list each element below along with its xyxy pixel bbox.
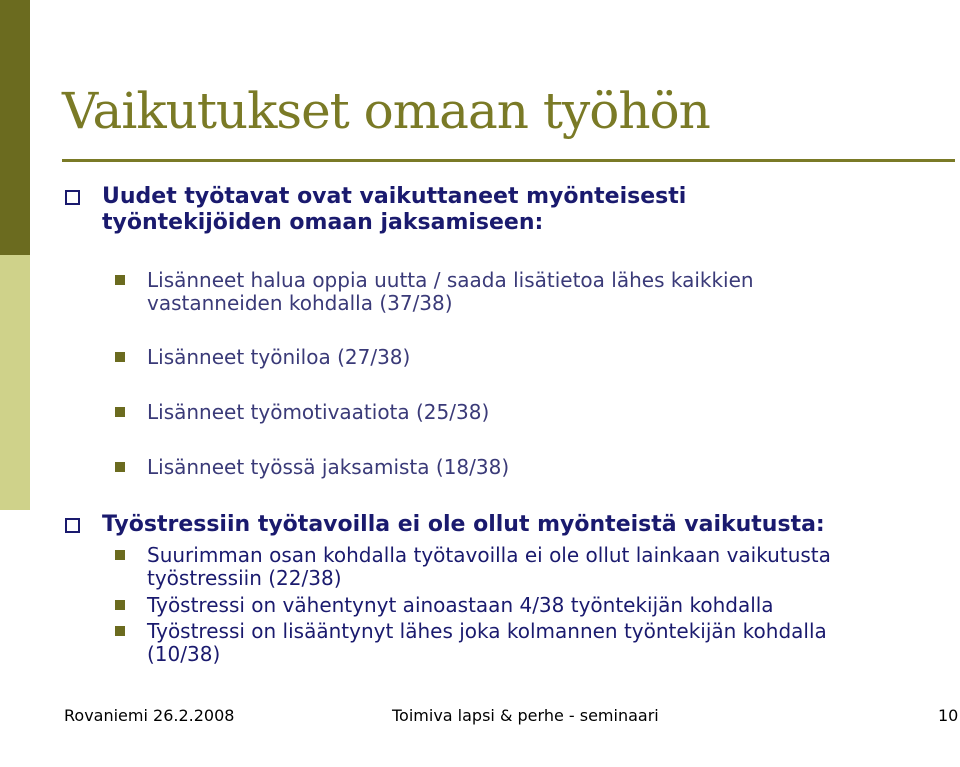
list-item-line: Suurimman osan kohdalla työtavoilla ei ole ollut lainkaan vaikutusta — [147, 543, 831, 567]
list-item — [147, 620, 827, 666]
list-item — [147, 346, 410, 369]
list-item — [147, 594, 774, 617]
square-bullet-icon — [115, 462, 125, 472]
section-heading-line: Uudet työtavat ovat vaikuttaneet myönteisesti — [102, 184, 687, 209]
list-item-line: Lisänneet työmotivaatiota (25/38) — [147, 400, 490, 424]
section-heading — [102, 184, 686, 236]
square-bullet-icon — [115, 600, 125, 610]
list-item — [147, 401, 489, 424]
list-item-line: vastanneiden kohdalla (37/38) — [147, 291, 453, 315]
title-underline — [62, 159, 955, 162]
footer-event-name: Toimiva lapsi & perhe - seminaari — [392, 706, 659, 725]
slide-title: Vaikutukset omaan työhön — [62, 82, 710, 140]
page-number: 10 — [938, 706, 959, 725]
square-bullet-icon — [115, 352, 125, 362]
list-item — [147, 269, 754, 315]
side-bar-light — [0, 255, 30, 510]
list-item-line: Työstressi on lisääntynyt lähes joka kolmannen työntekijän kohdalla — [147, 619, 827, 643]
list-item-line: työstressiin (22/38) — [147, 566, 342, 590]
list-item-line: Lisänneet työniloa (27/38) — [147, 345, 411, 369]
list-item-line: Työstressi on vähentynyt ainoastaan 4/38 työntekijän kohdalla — [147, 593, 774, 617]
hollow-square-bullet-icon — [65, 518, 80, 533]
section-heading — [102, 512, 825, 538]
list-item-line: Lisänneet työssä jaksamista (18/38) — [147, 455, 510, 479]
square-bullet-icon — [115, 407, 125, 417]
square-bullet-icon — [115, 550, 125, 560]
footer-date-location: Rovaniemi 26.2.2008 — [64, 706, 235, 725]
hollow-square-bullet-icon — [65, 190, 80, 205]
side-bar-dark — [0, 0, 30, 255]
list-item — [147, 544, 831, 590]
square-bullet-icon — [115, 275, 125, 285]
list-item — [147, 456, 509, 479]
list-item-line: (10/38) — [147, 642, 221, 666]
section-heading-line: Työstressiin työtavoilla ei ole ollut myönteistä vaikutusta: — [102, 512, 825, 537]
section-heading-line: työntekijöiden omaan jaksamiseen: — [102, 210, 544, 235]
list-item-line: Lisänneet halua oppia uutta / saada lisätietoa lähes kaikkien — [147, 268, 754, 292]
square-bullet-icon — [115, 626, 125, 636]
